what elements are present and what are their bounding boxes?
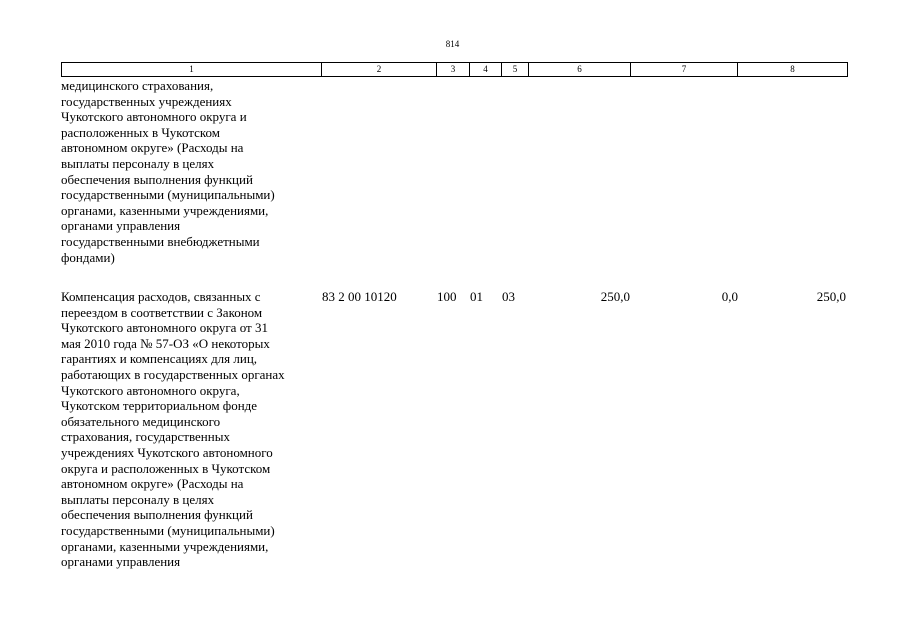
text-line: государственными внебюджетными (61, 233, 260, 249)
column-header-row (61, 62, 848, 77)
column-header-3: 3 (437, 63, 470, 77)
row-col-7-amount: 0,0 (721, 289, 738, 304)
text-line: автономном округе» (Расходы на (61, 476, 244, 492)
row-col-4: 01 (470, 289, 483, 304)
text-line: учреждениях Чукотского автономного (61, 444, 273, 460)
text-line: гарантиях и компенсациях для лиц, (61, 351, 258, 367)
text-line: работающих в государственных органах (61, 366, 285, 382)
column-header-8: 8 (738, 63, 848, 77)
row-code: 83 2 00 10120 (322, 289, 397, 304)
text-line: государственными (муниципальными) (61, 522, 275, 538)
text-line: Компенсация расходов, связанных с (61, 289, 261, 304)
continued-description (61, 78, 275, 265)
text-line: выплаты персоналу в целях (61, 155, 215, 171)
row-description (61, 289, 285, 570)
column-header-4: 4 (470, 63, 502, 77)
column-header-5: 5 (502, 63, 529, 77)
text-line: органами управления (61, 218, 181, 234)
text-line: Чукотском территориальном фонде (61, 398, 258, 414)
row-col-5: 03 (502, 289, 515, 304)
text-line: обязательного медицинского (61, 413, 221, 429)
row-col-3: 100 (437, 289, 457, 304)
row-col-8-amount: 250,0 (816, 289, 846, 304)
column-header-7: 7 (631, 63, 738, 77)
text-line: расположенных в Чукотском (61, 124, 221, 140)
text-line: обеспечения выполнения функций (61, 171, 253, 187)
text-line: государственных учреждениях (61, 93, 232, 109)
text-line: государственными (муниципальными) (61, 187, 275, 203)
text-line: органами, казенными учреждениями, (61, 202, 269, 218)
text-line: Чукотского автономного округа и (61, 109, 247, 125)
row-col-6-amount: 250,0 (600, 289, 630, 304)
text-line: мая 2010 года № 57-ОЗ «О некоторых (61, 335, 270, 351)
column-header-6: 6 (529, 63, 631, 77)
text-line: фондами) (61, 249, 115, 265)
text-line: органами управления (61, 554, 181, 570)
text-line: Чукотского автономного округа, (61, 382, 240, 398)
text-line: округа и расположенных в Чукотском (61, 460, 271, 476)
column-header-2: 2 (322, 63, 437, 77)
text-line: автономном округе» (Расходы на (61, 140, 244, 156)
text-line: органами, казенными учреждениями, (61, 538, 269, 554)
text-line: выплаты персоналу в целях (61, 491, 215, 507)
column-header-1: 1 (62, 63, 322, 77)
text-line: обеспечения выполнения функций (61, 507, 253, 523)
text-line: переездом в соответствии с Законом (61, 304, 263, 320)
text-line: медицинского страхования, (61, 78, 214, 93)
text-line: Чукотского автономного округа от 31 (61, 320, 268, 336)
page-number: 814 (445, 39, 460, 49)
text-line: страхования, государственных (61, 429, 230, 445)
